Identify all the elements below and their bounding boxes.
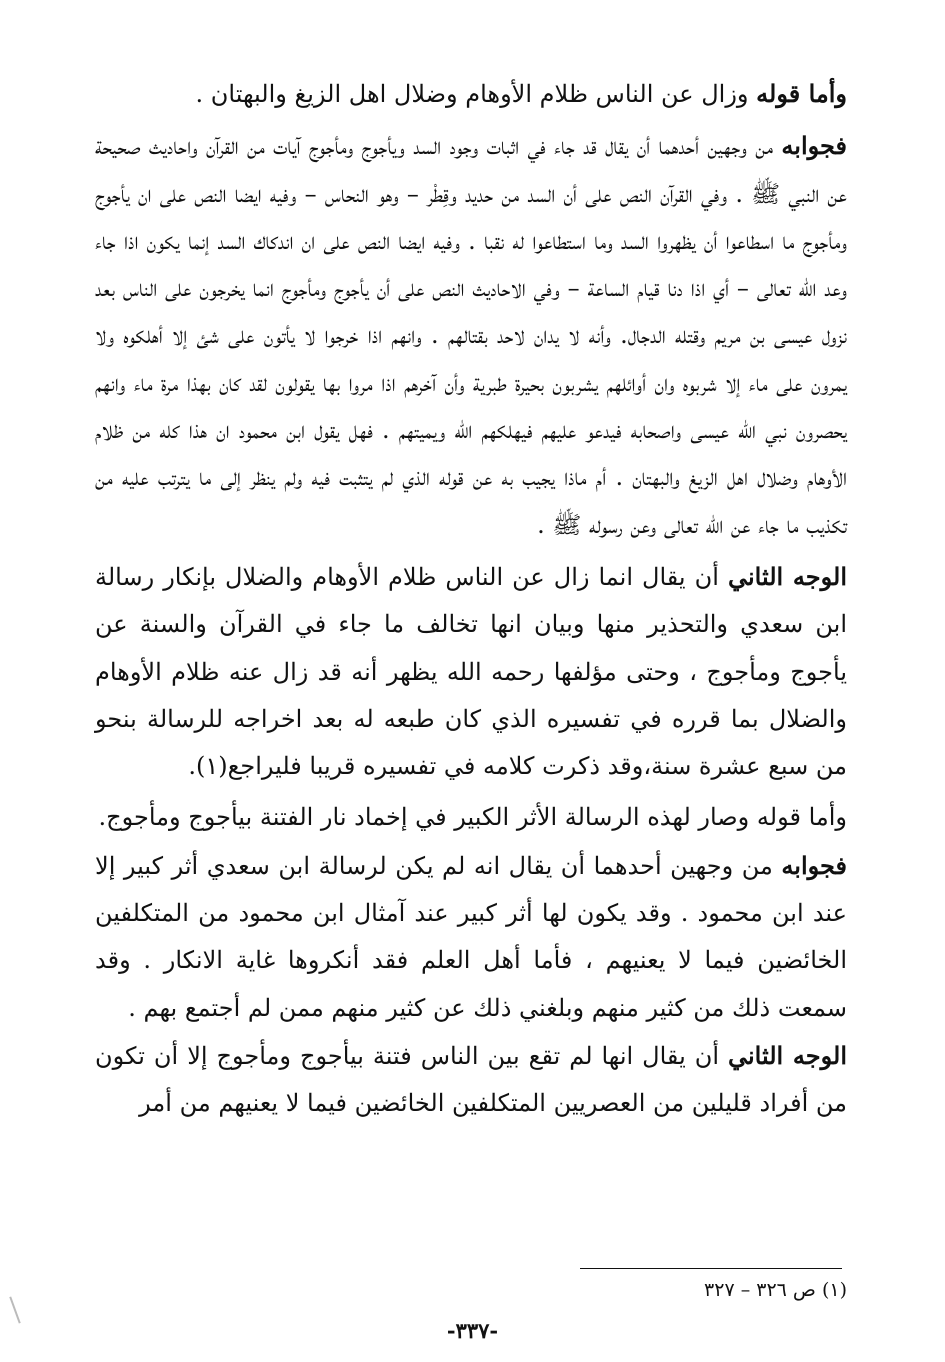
paragraph-lead: الوجه الثاني xyxy=(728,1040,847,1070)
paragraph-text: أن يقال انما زال عن الناس ظلام الأوهام والضلال بإنكار رسالة ابن سعدي والتحذير منها وبيان انها تخالف ما جاء في القرآن والسنة عن يأجوج ومأجوج ، وحتى مؤلفها رحمه الله يظهر أنه قد زال عنه ظلام الأوهام والضلال بما قرره في تفسيره الذي كان طبعه له بعد اخراجه للرسالة بنحو من سبع عشرة سنة،وقد ذكرت كلامه في تفسيره قريبا فليراجع xyxy=(95,562,847,781)
paragraph-6 xyxy=(95,1032,847,1128)
paragraph-text: من وجهين أحدهما أن يقال قد جاء في اثبات وجود السد ويأجوج ومأجوج آيات من القرآن واحاديث صحيحة عن النبي ﷺ . وفي القرآن النص على أن السد من حديد وقِطْر – وهو النحاس – وفيه ايضا النص على ان يأجوج ومأجوج ما اسطاعوا أن يظهروا السد وما استطاعوا له نقبا . وفيه ايضا النص على ان اندكاك السد إنما يكون اذا جاء وعد الله تعالى – أي اذا دنا قيام الساعة – وفي الاحاديث النص على أن يأجوج ومأجوج انما يخرجون على الناس بعد نزول عيسى بن مريم وقتله الدجال. وأنه لا يدان لاحد بقتالهم . وانهم اذا خرجوا لا يأتون على شئ إلا أهلكوه ولا يمرون على ماء إلا شربوه وان أوائلهم يشربون بحيرة طبرية وأن آخرهم اذا مروا بها يقولون لقد كان بهذا مرة ماء وانهم يحصرون نبي الله عيسى واصحابه فيدعو عليهم فيهلكهم الله ويميتهم . فهل يقول ابن محمود ان هذا كله من ظلام الأوهام وضلال اهل الزيغ والبهتان . أم ماذا يجيب به عن قوله الذي لم يتثبت فيه ولم ينظر إلى ما يترتب عليه من تكذيب ما جاء عن الله تعالى وعن رسوله ﷺ . xyxy=(95,132,848,539)
paragraph-1 xyxy=(95,70,847,118)
paragraph-text: وزال عن الناس ظلام الأوهام وضلال اهل الزيغ والبهتان . xyxy=(195,80,757,108)
paragraph-text: من وجهين أحدهما أن يقال انه لم يكن لرسالة ابن سعدي أثر كبير إلا عند ابن محمود . وقد يكون لها أثر كبير عند آمثال ابن محمود من المتكلفين الخائضين فيما لا يعنيهم ، فأما أهل العلم فقد أنكروها غاية الانكار . وقد سمعت ذلك من كثير منهم وبلغني ذلك عن كثير منهم ممن لم أجتمع بهم . xyxy=(95,851,847,1022)
footnote-divider xyxy=(580,1268,842,1269)
page-number: -٣٣٧- xyxy=(446,1318,499,1343)
paragraph-lead: الوجه الثاني xyxy=(727,561,847,591)
paragraph-lead: فجوابه xyxy=(781,850,847,880)
paragraph-text: أن يقال انها لم تقع بين الناس فتنة بيأجوج ومأجوج إلا أن تكون من أفراد قليلين من العصريين المتكلفين الخائضين فيما لا يعنيهم من أمر xyxy=(95,1041,847,1118)
paragraph-4 xyxy=(95,794,847,841)
main-text xyxy=(95,70,847,1128)
paragraph-3 xyxy=(95,553,847,790)
paragraph-lead: وأما قوله xyxy=(756,79,847,108)
paragraph-5 xyxy=(95,842,847,1032)
footnote: (١) ص ٣٢٦ – ٣٢٧ xyxy=(704,1279,847,1301)
paragraph-2 xyxy=(95,122,847,549)
footnote-reference: (١). xyxy=(188,752,228,781)
paragraph-lead: فجوابه xyxy=(781,131,847,161)
paragraph-text: وأما قوله وصار لهذه الرسالة الأثر الكبير في إخماد نار الفتنة بيأجوج ومأجوج. xyxy=(98,803,847,832)
